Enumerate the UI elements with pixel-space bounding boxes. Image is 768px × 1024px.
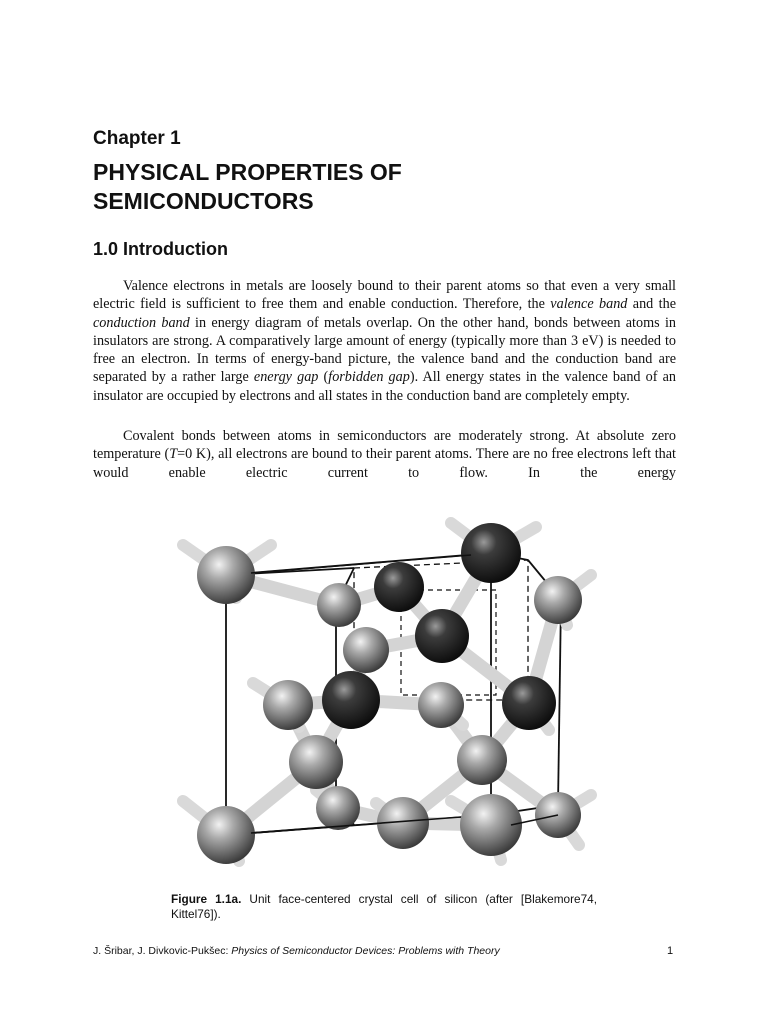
- symbol-temperature: T: [169, 446, 178, 463]
- chapter-title: [93, 158, 653, 216]
- section-heading: 1.0 Introduction: [93, 239, 228, 259]
- term-forbidden-gap: forbidden gap: [328, 369, 410, 386]
- term-valence-band: valence band: [550, 296, 628, 313]
- paragraph-2: [93, 427, 676, 482]
- paragraph-1-text: ). All energy states in the valence band of an insulator are occupied by electrons and all states in the conduction band are completely empty.: [93, 369, 676, 404]
- footer-authors: J. Šribar, J. Divkovic-Pukšec:: [93, 945, 232, 957]
- term-conduction-band: conduction band: [93, 314, 190, 331]
- paragraph-1-text: and the: [627, 296, 676, 313]
- paragraph-1: [93, 277, 676, 405]
- paragraph-1-text: (: [318, 369, 329, 386]
- figure-caption: [171, 892, 597, 922]
- paragraph-2-text: Covalent bonds between atoms in semiconductors are moderately strong. At absolute zero temperature (: [93, 428, 676, 463]
- figure-caption-label: Figure 1.1a.: [171, 892, 242, 906]
- figure-artwork: [183, 523, 591, 864]
- paragraph-1-text: in energy diagram of metals overlap. On the other hand, bonds between atoms in insulators are strong. A comparatively large amount of energy (typically more than 3 eV) is needed to free an electron. In terms of energy-band picture, the valence band and the conduction band are separated by a rather large: [93, 314, 676, 386]
- paragraph-2-text: =0 K), all electrons are bound to their parent atoms. There are no free electrons left that would enable electric current to flow. In the energy: [93, 446, 676, 481]
- crystal-cell-figure: [171, 505, 597, 885]
- chapter-label: Chapter 1: [93, 128, 181, 149]
- figure-caption-text: Unit face-centered crystal cell of silicon (after [Blakemore74, Kittel76]).: [171, 892, 597, 921]
- chapter-title-line-2: SEMICONDUCTORS: [93, 188, 314, 214]
- footer-book-title: Physics of Semiconductor Devices: Problems with Theory: [231, 945, 500, 957]
- term-energy-gap: energy gap: [253, 369, 319, 386]
- paragraph-1-text: Valence electrons in metals are loosely bound to their parent atoms so that even a very small electric field is sufficient to free them and enable conduction. Therefore, the: [93, 278, 676, 313]
- footer-citation: [93, 945, 500, 957]
- page-number: 1: [667, 945, 674, 957]
- chapter-title-line-1: PHYSICAL PROPERTIES OF: [93, 159, 402, 185]
